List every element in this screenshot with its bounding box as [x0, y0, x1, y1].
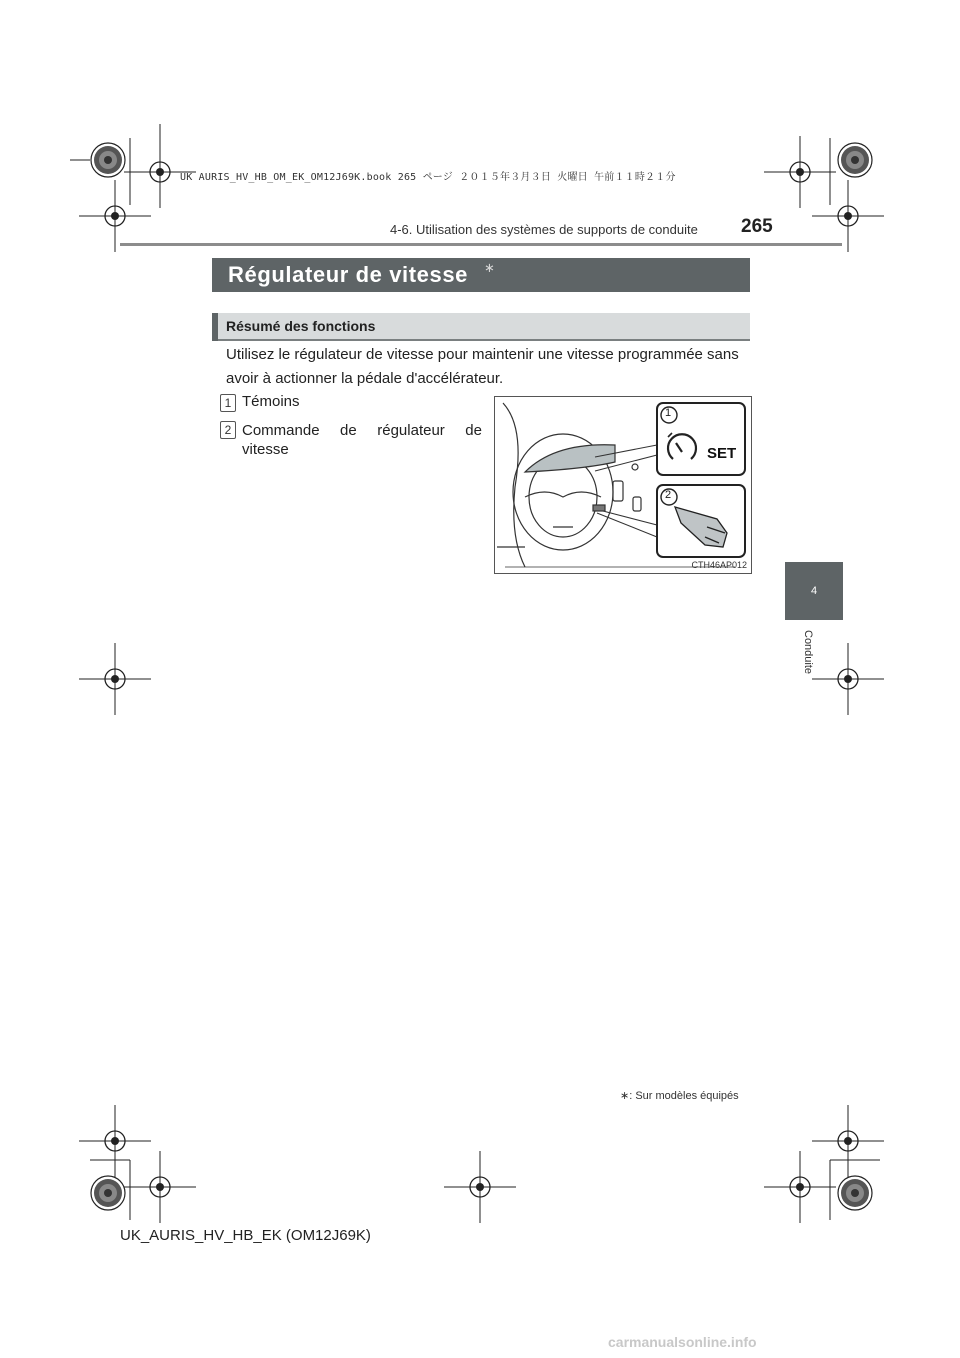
document-id: UK_AURIS_HV_HB_EK (OM12J69K)	[120, 1227, 371, 1244]
header-divider	[120, 243, 842, 246]
item-number-badge: 2	[220, 421, 236, 439]
item-label: Témoins	[242, 393, 300, 410]
item-label-continued: vitesse	[242, 441, 289, 458]
chapter-tab	[785, 562, 843, 620]
dashboard-drawing	[495, 397, 751, 573]
page-title: Régulateur de vitesse	[228, 262, 469, 287]
callout-number: 1	[665, 407, 672, 419]
subsection-accent	[212, 313, 218, 341]
crosshair-icon	[79, 643, 151, 715]
cruise-control-illustration	[494, 396, 752, 574]
crosshair-icon	[444, 1151, 516, 1223]
crosshair-icon	[812, 180, 884, 252]
crosshair-icon	[812, 643, 884, 715]
item-label: Commande de régulateur de	[242, 422, 482, 439]
watermark: carmanualsonline.info	[608, 1334, 757, 1350]
chapter-number: 4	[810, 585, 818, 597]
footnote: ∗: Sur modèles équipés	[620, 1090, 739, 1102]
wheel-mark-icon	[838, 143, 872, 177]
callout-number: 2	[665, 489, 672, 501]
crosshair-icon	[764, 1151, 836, 1223]
section-title-bar	[212, 258, 750, 292]
page-number: 265	[741, 216, 773, 237]
title-asterisk: ∗	[484, 260, 495, 275]
book-info-line: UK AURIS_HV_HB_OM_EK_OM12J69K.book 265 ページ ２０１５年３月３日 火曜日 午前１１時２１分	[180, 172, 676, 183]
wheel-mark-icon	[838, 1176, 872, 1210]
figure-code: CTH46AP012	[691, 560, 747, 570]
chapter-label: Conduite	[802, 630, 814, 675]
crosshair-icon	[124, 1151, 196, 1223]
crosshair-icon	[79, 180, 151, 252]
set-label: SET	[707, 445, 737, 462]
subsection-bar	[212, 313, 750, 341]
crosshair-icon	[812, 1105, 884, 1177]
crosshair-icon	[764, 136, 836, 208]
wheel-mark-icon	[91, 143, 125, 177]
crosshair-icon	[79, 1105, 151, 1177]
wheel-mark-icon	[91, 1176, 125, 1210]
subsection-title: Résumé des fonctions	[226, 318, 376, 334]
intro-paragraph: Utilisez le régulateur de vitesse pour maintenir une vitesse programmée sans avoir à actionner la pédale d'accélérateur.	[226, 346, 739, 387]
item-number-badge: 1	[220, 394, 236, 412]
header-section-title: 4-6. Utilisation des systèmes de supports de conduite	[390, 222, 698, 237]
